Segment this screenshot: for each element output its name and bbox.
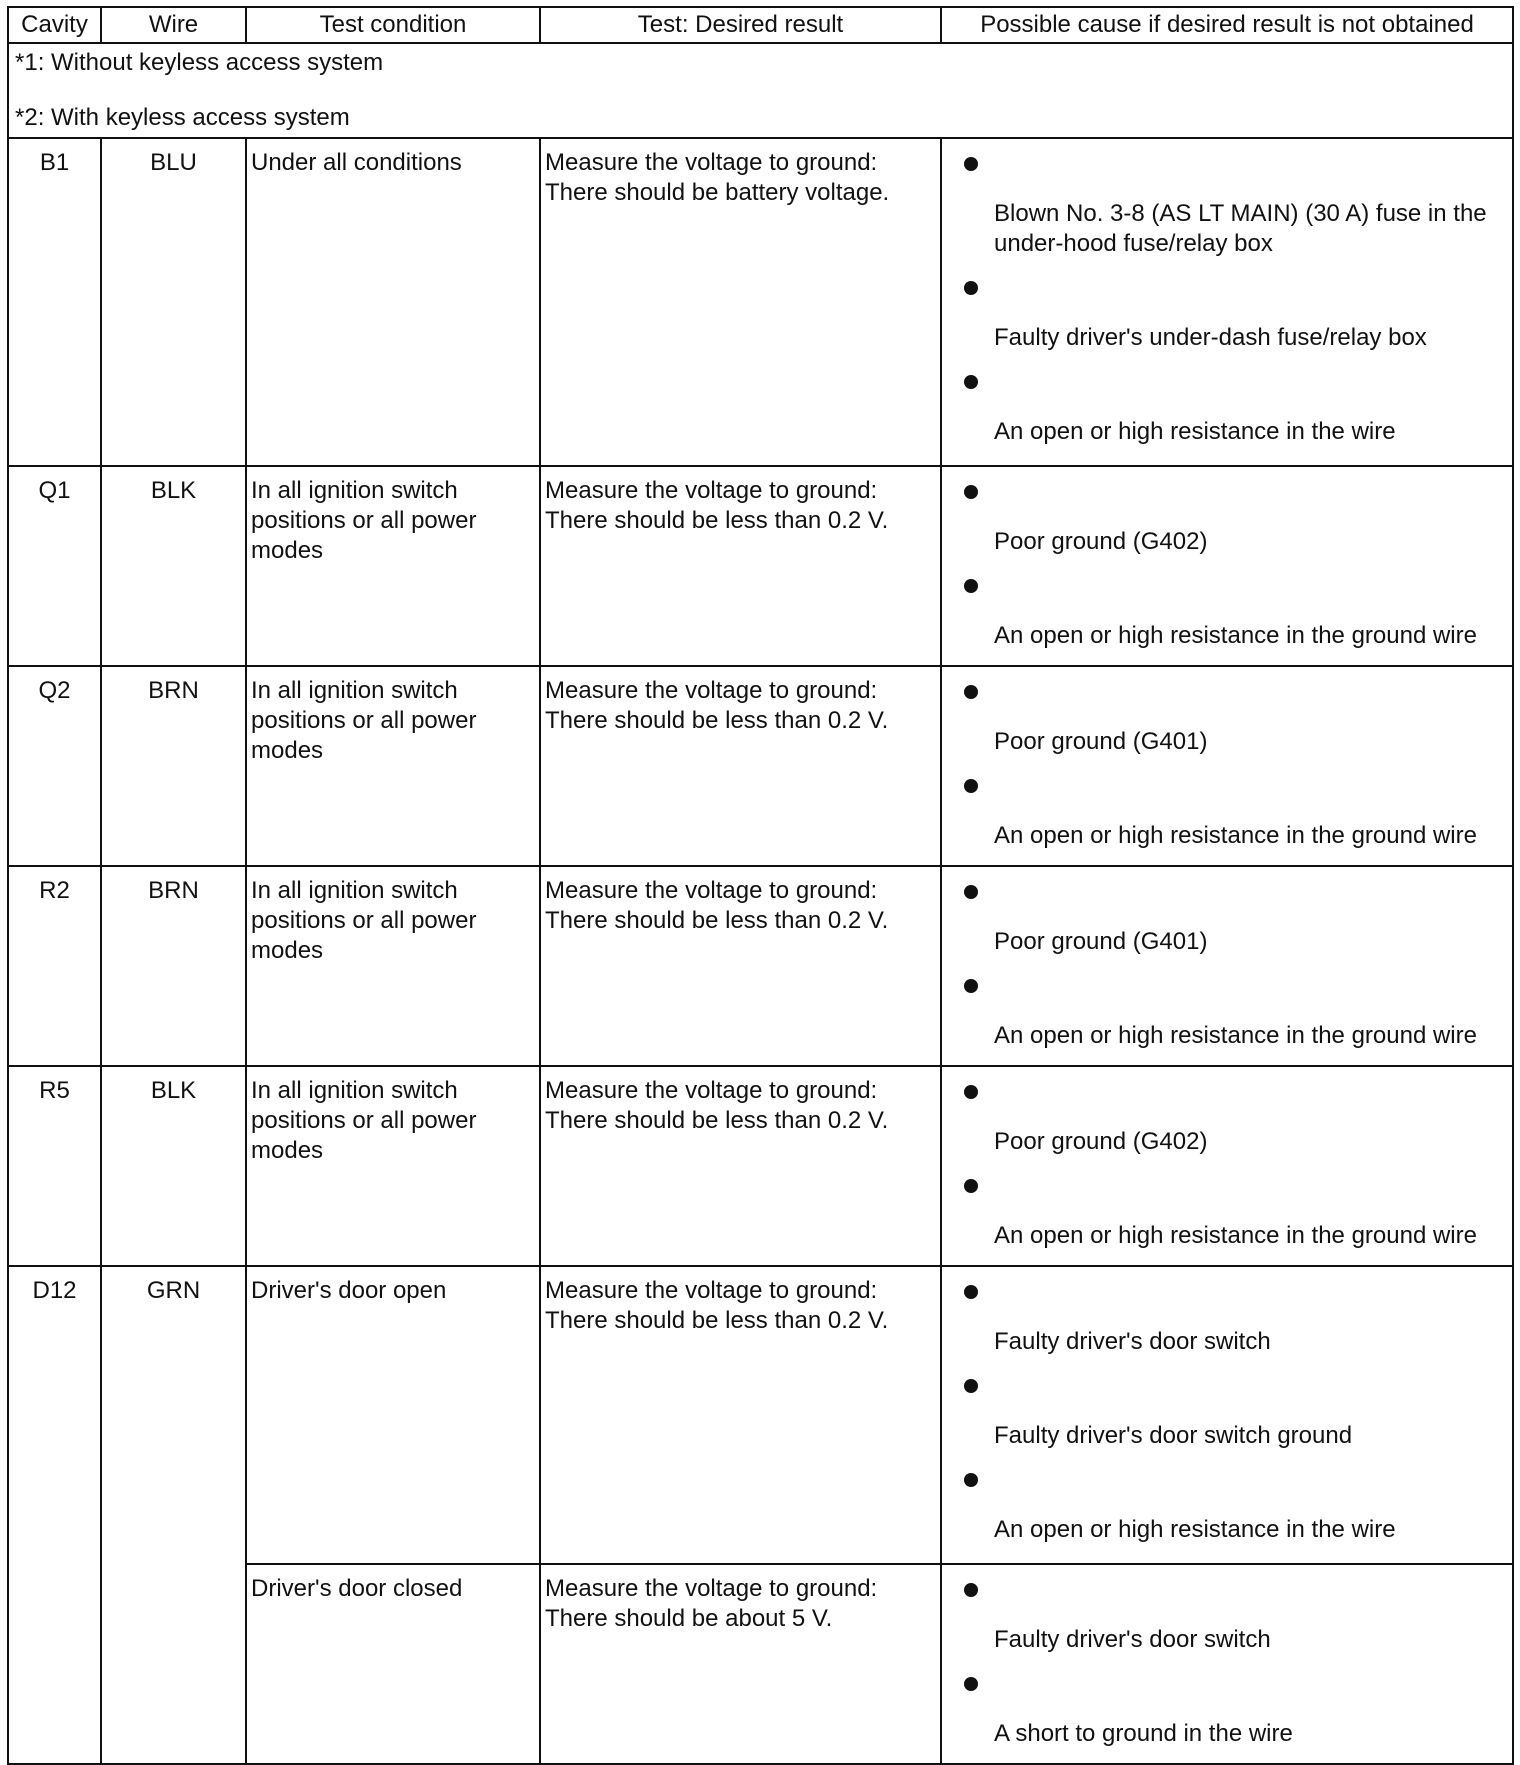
result-cell: Measure the voltage to ground: There should be less than 0.2 V. <box>540 666 941 866</box>
cause-cell <box>941 138 1513 466</box>
table-row <box>8 866 1513 1066</box>
cavity-cell: D12 <box>8 1266 101 1764</box>
bullet-icon <box>964 885 978 899</box>
list-item <box>942 667 1512 771</box>
cavity-cell: Q2 <box>8 666 101 866</box>
header-test-condition: Test condition <box>246 7 540 43</box>
wire-cell: BRN <box>101 866 246 1066</box>
list-item <box>942 971 1512 1065</box>
cause-list <box>942 139 1512 461</box>
list-item <box>942 467 1512 571</box>
condition-cell: Driver's door closed <box>246 1564 540 1764</box>
cause-cell <box>941 1266 1513 1564</box>
result-cell: Measure the voltage to ground: There should be less than 0.2 V. <box>540 1266 941 1564</box>
notes-row <box>8 43 1513 138</box>
bullet-icon <box>964 485 978 499</box>
header-desired-result: Test: Desired result <box>540 7 941 43</box>
list-item <box>942 1565 1512 1669</box>
cause-text: An open or high resistance in the ground wire <box>994 622 1477 649</box>
cause-text: An open or high resistance in the wire <box>994 1516 1396 1543</box>
cause-cell <box>941 666 1513 866</box>
table-row <box>8 1066 1513 1266</box>
bullet-icon <box>964 1379 978 1393</box>
cause-cell <box>941 1564 1513 1764</box>
note-keyless-present: *2: With keyless access system <box>15 104 350 131</box>
header-cavity: Cavity <box>8 7 101 43</box>
cause-text: An open or high resistance in the wire <box>994 418 1396 445</box>
cause-list <box>942 467 1512 665</box>
cause-text: An open or high resistance in the ground wire <box>994 1022 1477 1049</box>
condition-cell: In all ignition switch positions or all power modes <box>246 466 540 666</box>
cause-text: An open or high resistance in the ground wire <box>994 1222 1477 1249</box>
cause-text: Faulty driver's under-dash fuse/relay box <box>994 324 1427 351</box>
table-row <box>8 138 1513 466</box>
cause-text: Blown No. 3-8 (AS LT MAIN) (30 A) fuse in the under-hood fuse/relay box <box>994 200 1487 257</box>
list-item <box>942 867 1512 971</box>
cause-list <box>942 1067 1512 1265</box>
result-cell: Measure the voltage to ground: There should be less than 0.2 V. <box>540 1066 941 1266</box>
condition-cell: Under all conditions <box>246 138 540 466</box>
connector-test-table-document <box>7 6 1512 1747</box>
table-row <box>8 466 1513 666</box>
cause-list <box>942 867 1512 1065</box>
bullet-icon <box>964 1583 978 1597</box>
result-cell: Measure the voltage to ground: There should be about 5 V. <box>540 1564 941 1764</box>
list-item <box>942 1669 1512 1763</box>
bullet-icon <box>964 685 978 699</box>
cause-text: Poor ground (G402) <box>994 1128 1208 1155</box>
wire-cell: BRN <box>101 666 246 866</box>
notes-cell <box>8 43 1513 138</box>
wire-cell: BLK <box>101 1066 246 1266</box>
cavity-cell: B1 <box>8 138 101 466</box>
condition-cell: In all ignition switch positions or all power modes <box>246 666 540 866</box>
cause-text: Faulty driver's door switch <box>994 1328 1271 1355</box>
condition-cell: In all ignition switch positions or all power modes <box>246 866 540 1066</box>
cause-list <box>942 1267 1512 1559</box>
connector-test-table <box>7 6 1514 1765</box>
cause-text: A short to ground in the wire <box>994 1720 1293 1747</box>
bullet-icon <box>964 1473 978 1487</box>
bullet-icon <box>964 281 978 295</box>
list-item <box>942 1067 1512 1171</box>
cause-cell <box>941 866 1513 1066</box>
list-item <box>942 139 1512 273</box>
list-item <box>942 1465 1512 1559</box>
bullet-icon <box>964 157 978 171</box>
header-possible-cause: Possible cause if desired result is not obtained <box>941 7 1513 43</box>
list-item <box>942 273 1512 367</box>
table-row <box>8 1266 1513 1564</box>
note-keyless-absent: *1: Without keyless access system <box>15 49 384 76</box>
result-cell: Measure the voltage to ground: There should be less than 0.2 V. <box>540 466 941 666</box>
cause-text: Poor ground (G401) <box>994 728 1208 755</box>
cause-text: Faulty driver's door switch <box>994 1626 1271 1653</box>
bullet-icon <box>964 979 978 993</box>
wire-cell: GRN <box>101 1266 246 1764</box>
wire-cell: BLK <box>101 466 246 666</box>
header-row <box>8 7 1513 43</box>
cause-text: An open or high resistance in the ground wire <box>994 822 1477 849</box>
cause-list <box>942 667 1512 865</box>
header-wire: Wire <box>101 7 246 43</box>
list-item <box>942 1371 1512 1465</box>
bullet-icon <box>964 779 978 793</box>
cause-cell <box>941 466 1513 666</box>
list-item <box>942 771 1512 865</box>
cause-list <box>942 1565 1512 1763</box>
bullet-icon <box>964 1285 978 1299</box>
result-cell: Measure the voltage to ground: There should be less than 0.2 V. <box>540 866 941 1066</box>
bullet-icon <box>964 375 978 389</box>
list-item <box>942 1171 1512 1265</box>
list-item <box>942 571 1512 665</box>
bullet-icon <box>964 1677 978 1691</box>
cause-text: Poor ground (G401) <box>994 928 1208 955</box>
bullet-icon <box>964 1179 978 1193</box>
cause-cell <box>941 1066 1513 1266</box>
list-item <box>942 367 1512 461</box>
condition-cell: In all ignition switch positions or all power modes <box>246 1066 540 1266</box>
cause-text: Poor ground (G402) <box>994 528 1208 555</box>
bullet-icon <box>964 579 978 593</box>
list-item <box>942 1267 1512 1371</box>
wire-cell: BLU <box>101 138 246 466</box>
condition-cell: Driver's door open <box>246 1266 540 1564</box>
cavity-cell: R5 <box>8 1066 101 1266</box>
table-row <box>8 666 1513 866</box>
cavity-cell: Q1 <box>8 466 101 666</box>
bullet-icon <box>964 1085 978 1099</box>
cause-text: Faulty driver's door switch ground <box>994 1422 1353 1449</box>
result-cell: Measure the voltage to ground: There should be battery voltage. <box>540 138 941 466</box>
cavity-cell: R2 <box>8 866 101 1066</box>
